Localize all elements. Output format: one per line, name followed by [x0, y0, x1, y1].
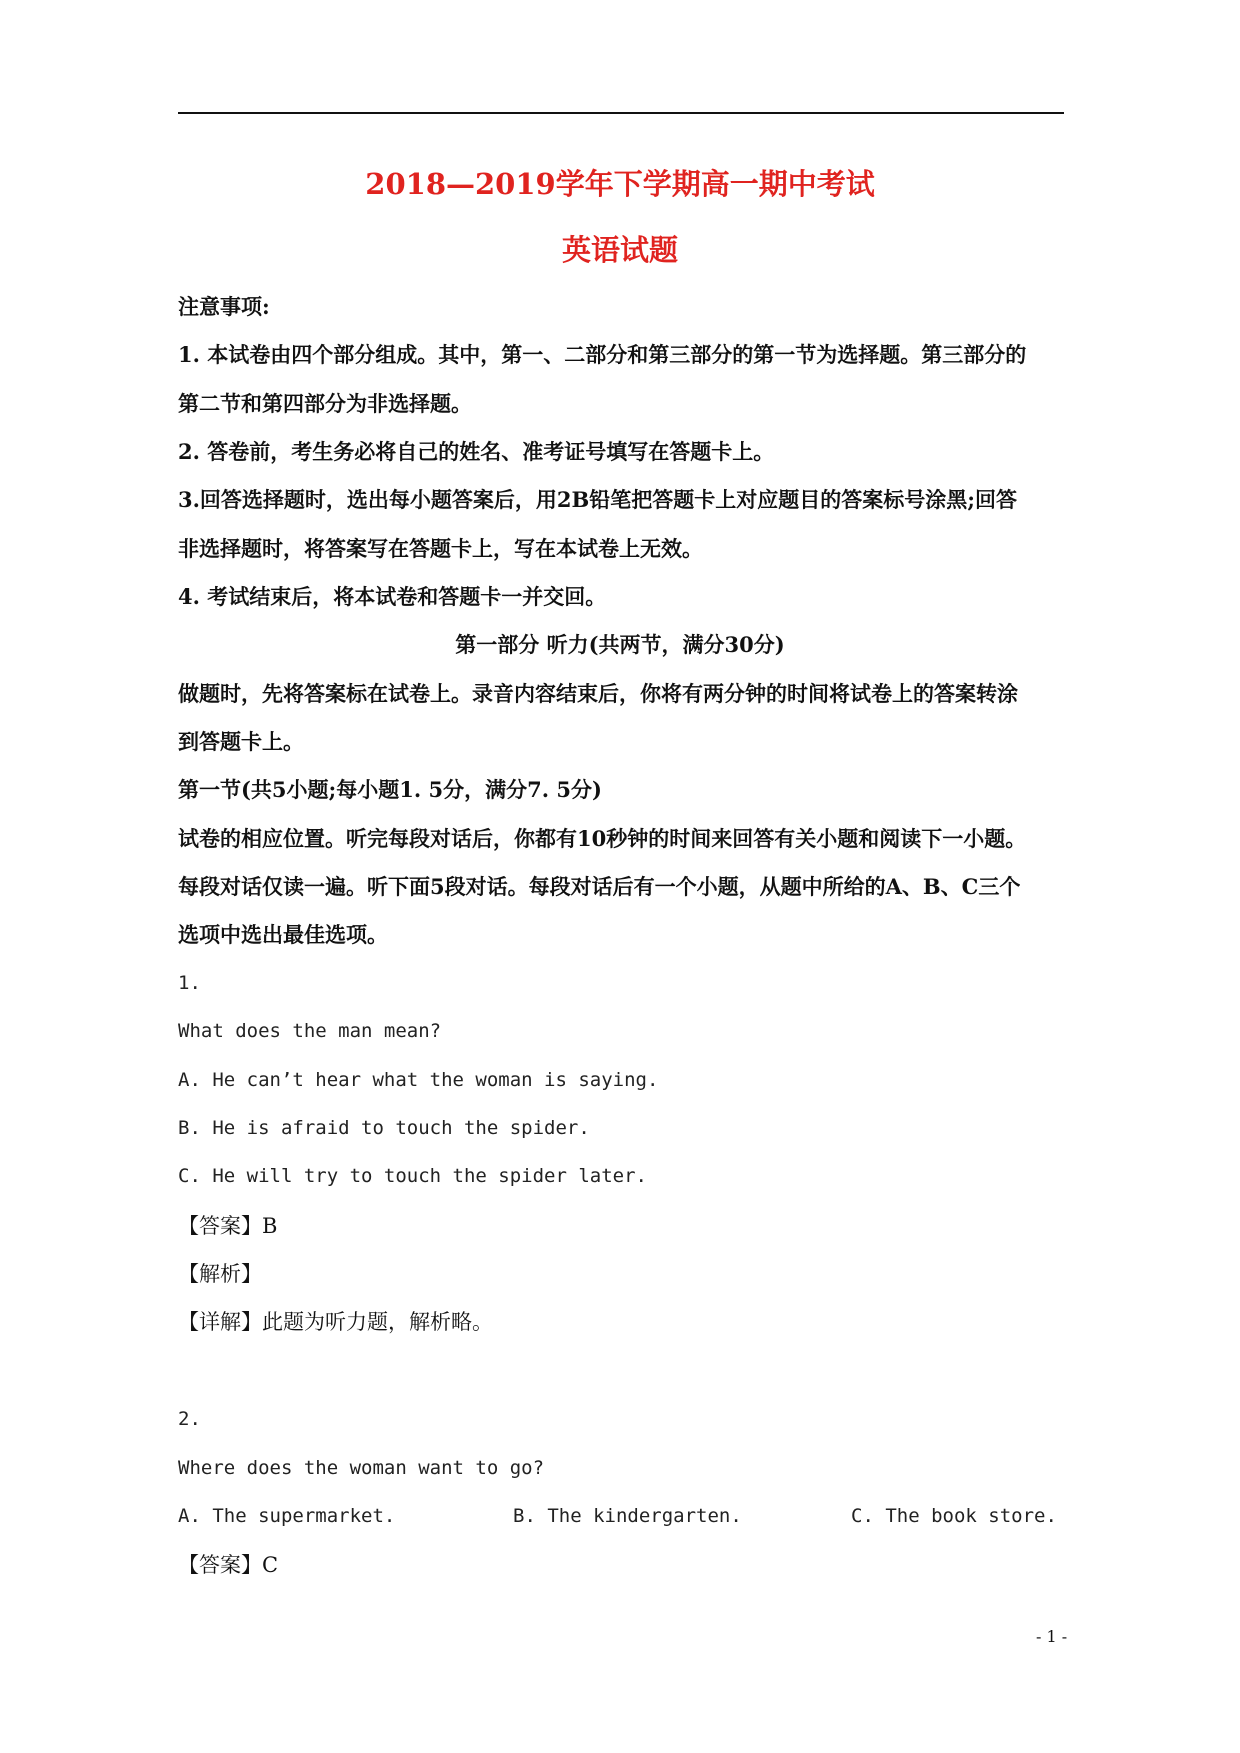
question-text: Where does the woman want to go? [178, 1457, 545, 1479]
option-c: C. He will try to touch the spider later. [178, 1165, 647, 1187]
section1-line: 试卷的相应位置。听完每段对话后，你都有10秒钟的时间来回答有关小题和阅读下一小题。 [178, 826, 1027, 851]
notice-line: 4. 考试结束后，将本试卷和答题卡一并交回。 [178, 584, 607, 609]
section1-line: 选项中选出最佳选项。 [178, 922, 388, 947]
answer: 【答案】B [178, 1214, 278, 1238]
notice-line: 1. 本试卷由四个部分组成。其中，第一、二部分和第三部分的第一节为选择题。第三部分的 [178, 342, 1027, 367]
analysis-detail: 【详解】此题为听力题，解析略。 [178, 1310, 493, 1334]
exam-title: 2018—2019学年下学期高一期中考试 [365, 167, 875, 201]
section1-line: 每段对话仅读一遍。听下面5段对话。每段对话后有一个小题，从题中所给的A、B、C三个 [178, 874, 1021, 899]
option-b: B. The kindergarten. [513, 1505, 742, 1527]
part1-instruction: 到答题卡上。 [178, 729, 304, 754]
notice-line: 3.回答选择题时，选出每小题答案后，用2B铅笔把答题卡上对应题目的答案标号涂黑;回答 [178, 487, 1018, 512]
header-rule [178, 112, 1064, 114]
option-a: A. He can’t hear what the woman is saying. [178, 1069, 659, 1091]
page-number: - 1 - [1036, 1627, 1068, 1646]
exam-subtitle: 英语试题 [561, 233, 678, 267]
section1-heading: 第一节(共5小题;每小题1. 5分，满分7. 5分) [178, 777, 602, 802]
notice-heading: 注意事项: [178, 294, 270, 319]
question-number: 2. [178, 1408, 201, 1430]
notice-line: 非选择题时，将答案写在答题卡上，写在本试卷上无效。 [178, 536, 703, 561]
analysis: 【解析】 [178, 1262, 262, 1286]
part1-instruction: 做题时，先将答案标在试卷上。录音内容结束后，你将有两分钟的时间将试卷上的答案转涂 [178, 681, 1018, 706]
part1-heading: 第一部分 听力(共两节，满分30分) [455, 632, 785, 657]
notice-line: 第二节和第四部分为非选择题。 [178, 391, 472, 416]
option-c: C. The book store. [851, 1505, 1057, 1527]
option-b: B. He is afraid to touch the spider. [178, 1117, 590, 1139]
question-text: What does the man mean? [178, 1020, 442, 1042]
option-a: A. The supermarket. [178, 1505, 396, 1527]
question-number: 1. [178, 972, 201, 994]
notice-line: 2. 答卷前，考生务必将自己的姓名、准考证号填写在答题卡上。 [178, 439, 775, 464]
answer: 【答案】C [178, 1553, 279, 1577]
